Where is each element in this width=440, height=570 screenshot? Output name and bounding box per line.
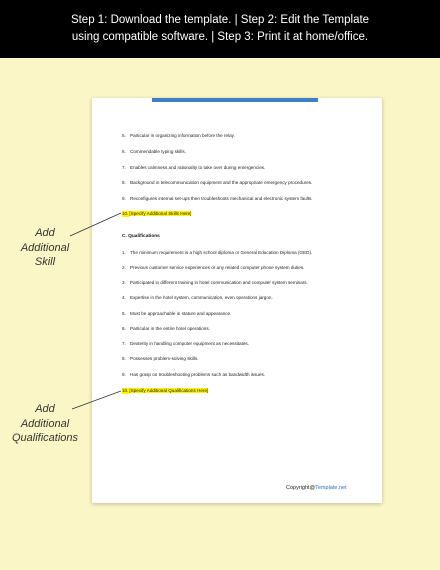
template-net-link[interactable]: Template.net [315, 485, 347, 491]
qualification-item: 3. Participated in different training in hotel communication and computer system seminars. [122, 280, 308, 285]
qualification-item: 6. Particular in the entire hotel operations. [122, 326, 210, 331]
copyright-footer: Copyright@Template.net [286, 485, 347, 491]
qualification-item: 9. Has grasp on troubleshooting problems such as bandwidth issues. [122, 372, 266, 377]
qualification-item: 8. Possesses problem-solving skills. [122, 356, 199, 361]
skill-item: 7. Enables calmness and rationality to take over during emergencies. [122, 165, 266, 170]
qualification-item: 4. Expertise in the hotel system, communication, even operations jargon. [122, 295, 273, 300]
annotation-add-skill: Add Additional Skill [20, 227, 70, 268]
qualification-item: 5. Must be approachable in stature and appearance. [122, 311, 232, 316]
banner-line-1: Step 1: Download the template. | Step 2: Edit the Template [70, 14, 370, 26]
skill-item-placeholder[interactable]: 10.[Specify Additional Skills Here] [122, 211, 192, 216]
skill-item: 6. Commendable typing skills. [122, 149, 186, 154]
qualification-item-placeholder[interactable]: 10.[Specify Additional Qualifications Here] [122, 388, 209, 393]
instruction-banner [0, 0, 440, 58]
banner-line-2: using compatible software. | Step 3: Print it at home/office. [71, 31, 369, 43]
qualification-item: 1. The minimum requirement is a high school diploma or General Education Diploma (GED). [122, 250, 313, 255]
skill-item: 5. Particular in organizing information before the relay. [122, 133, 235, 138]
qualifications-heading: C. Qualifications [122, 234, 160, 239]
document-page [92, 98, 382, 503]
skill-item: 8. Background in telecommunication equipment and the appropriate emergency procedures. [122, 180, 313, 185]
qualification-item: 7. Dexterity in handling computer equipment as necessitates. [122, 341, 249, 346]
page-accent-bar [152, 98, 318, 102]
qualification-item: 2. Previous customer service experiences or any related computer phone system duties. [122, 265, 305, 270]
skill-item: 9. Reconfigures internal set-ups then troubleshoots mechanical and electronic system faults. [122, 196, 313, 201]
annotation-add-qualifications: Add Additional Qualifications [11, 403, 79, 444]
